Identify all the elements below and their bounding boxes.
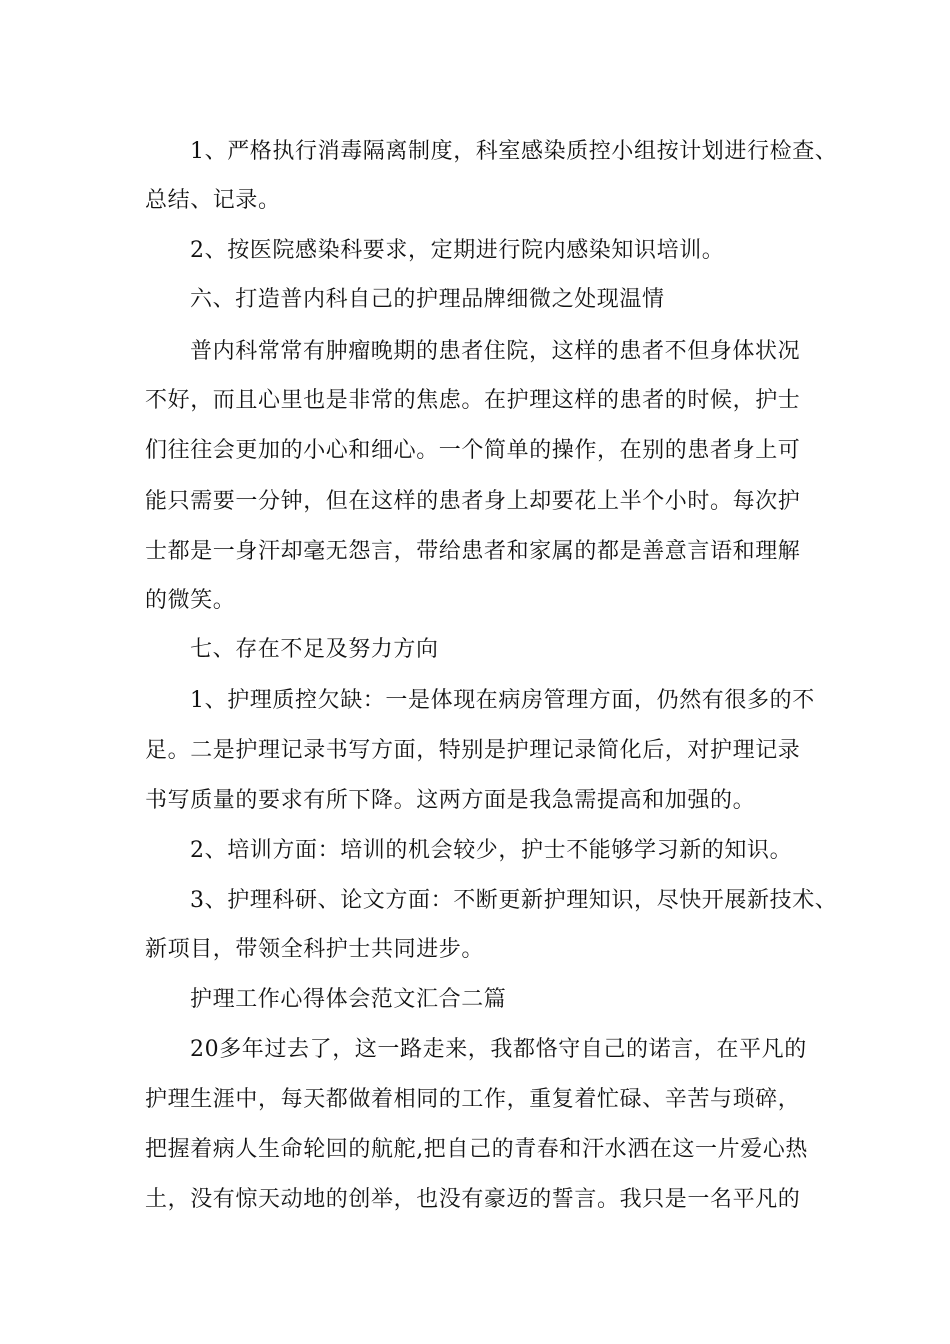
text-line: 普内科常常有肿瘤晚期的患者住院，这样的患者不但身体状况: [190, 339, 801, 364]
text-line: 20多年过去了，这一路走来，我都恪守自己的诺言，在平凡的: [190, 1037, 807, 1062]
text-line: 们往往会更加的小心和细心。一个简单的操作，在别的患者身上可: [145, 438, 801, 463]
text-line: 足。二是护理记录书写方面，特别是护理记录简化后，对护理记录: [145, 738, 801, 763]
text-line: 把握着病人生命轮回的航舵,把自己的青春和汗水洒在这一片爱心热: [145, 1137, 808, 1162]
text-line: 总结、记录。: [145, 188, 281, 213]
text-line: 1、严格执行消毒隔离制度，科室感染质控小组按计划进行检查、: [190, 139, 838, 164]
section-heading: 护理工作心得体会范文汇合二篇: [190, 987, 507, 1012]
text-line: 护理生涯中，每天都做着相同的工作，重复着忙碌、辛苦与琐碎，: [145, 1087, 801, 1112]
text-line: 3、护理科研、论文方面：不断更新护理知识，尽快开展新技术、: [190, 888, 838, 913]
text-line: 2、培训方面：培训的机会较少，护士不能够学习新的知识。: [190, 838, 793, 863]
text-line: 书写质量的要求有所下降。这两方面是我急需提高和加强的。: [145, 788, 756, 813]
text-line: 1、护理质控欠缺：一是体现在病房管理方面，仍然有很多的不: [190, 688, 815, 713]
text-line: 士都是一身汗却毫无怨言，带给患者和家属的都是善意言语和理解: [145, 539, 801, 564]
section-heading: 七、存在不足及努力方向: [190, 637, 439, 662]
text-line: 的微笑。: [145, 588, 236, 613]
text-line: 能只需要一分钟，但在这样的患者身上却要花上半个小时。每次护: [145, 489, 801, 514]
text-line: 土，没有惊天动地的创举，也没有豪迈的誓言。我只是一名平凡的: [145, 1187, 801, 1212]
text-line: 2、按医院感染科要求，定期进行院内感染知识培训。: [190, 238, 725, 263]
text-line: 不好，而且心里也是非常的焦虑。在护理这样的患者的时候，护士: [145, 388, 801, 413]
text-line: 新项目，带领全科护士共同进步。: [145, 937, 485, 962]
section-heading: 六、打造普内科自己的护理品牌细微之处现温情: [190, 287, 665, 312]
